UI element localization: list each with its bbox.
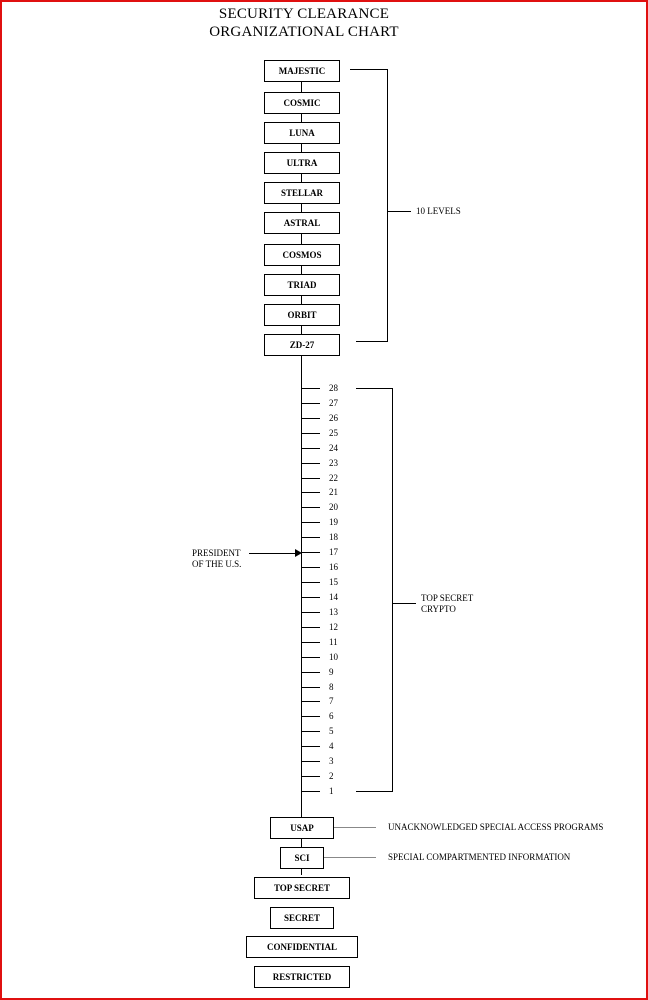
crypto-tick-14: [302, 597, 320, 598]
crypto-tick-5: [302, 731, 320, 732]
level-box-cosmic: COSMIC: [264, 92, 340, 114]
crypto-bracket-pointer: [392, 603, 416, 604]
crypto-level-number: 20: [329, 502, 338, 512]
crypto-tick-24: [302, 448, 320, 449]
level-box-confidential: CONFIDENTIAL: [246, 936, 358, 958]
chart-title-line-1: SECURITY CLEARANCE: [218, 6, 390, 22]
crypto-level-number: 19: [329, 517, 338, 527]
crypto-tick-16: [302, 567, 320, 568]
crypto-bracket-bottom: [356, 791, 393, 792]
crypto-level-number: 7: [329, 696, 334, 706]
ten-levels-bracket-vertical: [387, 69, 388, 342]
crypto-level-number: 8: [329, 682, 334, 692]
crypto-level-number: 2: [329, 771, 334, 781]
level-box-secret: SECRET: [270, 907, 334, 929]
crypto-tick-6: [302, 716, 320, 717]
crypto-tick-22: [302, 478, 320, 479]
crypto-tick-17: [302, 552, 320, 553]
level-box-triad: TRIAD: [264, 274, 340, 296]
crypto-tick-3: [302, 761, 320, 762]
crypto-level-number: 12: [329, 622, 338, 632]
president-arrow-shaft: [249, 553, 295, 554]
ten-levels-bracket-pointer: [387, 211, 411, 212]
crypto-level-number: 28: [329, 383, 338, 393]
crypto-level-number: 22: [329, 473, 338, 483]
crypto-tick-18: [302, 537, 320, 538]
usap-annotation: UNACKNOWLEDGED SPECIAL ACCESS PROGRAMS: [388, 822, 604, 832]
level-box-astral: ASTRAL: [264, 212, 340, 234]
crypto-tick-7: [302, 701, 320, 702]
level-box-zd-27: ZD-27: [264, 334, 340, 356]
crypto-bracket-vertical: [392, 388, 393, 792]
level-box-top-secret: TOP SECRET: [254, 877, 350, 899]
crypto-level-number: 18: [329, 532, 338, 542]
crypto-level-number: 24: [329, 443, 338, 453]
crypto-tick-1: [302, 791, 320, 792]
level-box-ultra: ULTRA: [264, 152, 340, 174]
crypto-level-number: 15: [329, 577, 338, 587]
crypto-tick-23: [302, 463, 320, 464]
crypto-level-number: 27: [329, 398, 338, 408]
crypto-level-number: 23: [329, 458, 338, 468]
crypto-tick-21: [302, 492, 320, 493]
level-box-majestic: MAJESTIC: [264, 60, 340, 82]
president-label-line-1: PRESIDENT: [192, 548, 241, 558]
crypto-level-number: 25: [329, 428, 338, 438]
crypto-tick-2: [302, 776, 320, 777]
crypto-tick-10: [302, 657, 320, 658]
usap-connector: [334, 827, 376, 828]
level-box-stellar: STELLAR: [264, 182, 340, 204]
level-box-orbit: ORBIT: [264, 304, 340, 326]
crypto-tick-27: [302, 403, 320, 404]
level-box-restricted: RESTRICTED: [254, 966, 350, 988]
ten-levels-bracket-bottom: [356, 341, 388, 342]
crypto-level-number: 14: [329, 592, 338, 602]
sci-connector: [324, 857, 376, 858]
crypto-level-number: 1: [329, 786, 334, 796]
crypto-tick-20: [302, 507, 320, 508]
crypto-tick-4: [302, 746, 320, 747]
level-box-luna: LUNA: [264, 122, 340, 144]
crypto-tick-11: [302, 642, 320, 643]
crypto-level-number: 16: [329, 562, 338, 572]
crypto-level-number: 13: [329, 607, 338, 617]
chart-title-line-2: ORGANIZATIONAL CHART: [209, 24, 399, 40]
level-box-usap: USAP: [270, 817, 334, 839]
crypto-tick-28: [302, 388, 320, 389]
crypto-tick-12: [302, 627, 320, 628]
crypto-label-line-2: CRYPTO: [421, 604, 456, 614]
crypto-level-number: 11: [329, 637, 338, 647]
level-box-cosmos: COSMOS: [264, 244, 340, 266]
crypto-tick-15: [302, 582, 320, 583]
crypto-level-number: 10: [329, 652, 338, 662]
crypto-level-number: 5: [329, 726, 334, 736]
president-arrow-head: [295, 549, 302, 557]
ten-levels-bracket-top: [350, 69, 388, 70]
crypto-tick-19: [302, 522, 320, 523]
sci-annotation: SPECIAL COMPARTMENTED INFORMATION: [388, 852, 571, 862]
crypto-tick-8: [302, 687, 320, 688]
crypto-level-number: 4: [329, 741, 334, 751]
ten-levels-label: 10 LEVELS: [416, 206, 461, 216]
crypto-level-number: 6: [329, 711, 334, 721]
crypto-level-number: 21: [329, 487, 338, 497]
crypto-level-number: 9: [329, 667, 334, 677]
crypto-tick-26: [302, 418, 320, 419]
crypto-bracket-top: [356, 388, 392, 389]
level-box-sci: SCI: [280, 847, 324, 869]
crypto-tick-9: [302, 672, 320, 673]
crypto-label-line-1: TOP SECRET: [421, 593, 474, 603]
crypto-level-number: 26: [329, 413, 338, 423]
crypto-tick-13: [302, 612, 320, 613]
crypto-tick-25: [302, 433, 320, 434]
crypto-level-number: 3: [329, 756, 334, 766]
president-label-line-2: OF THE U.S.: [192, 559, 242, 569]
crypto-level-number: 17: [329, 547, 338, 557]
